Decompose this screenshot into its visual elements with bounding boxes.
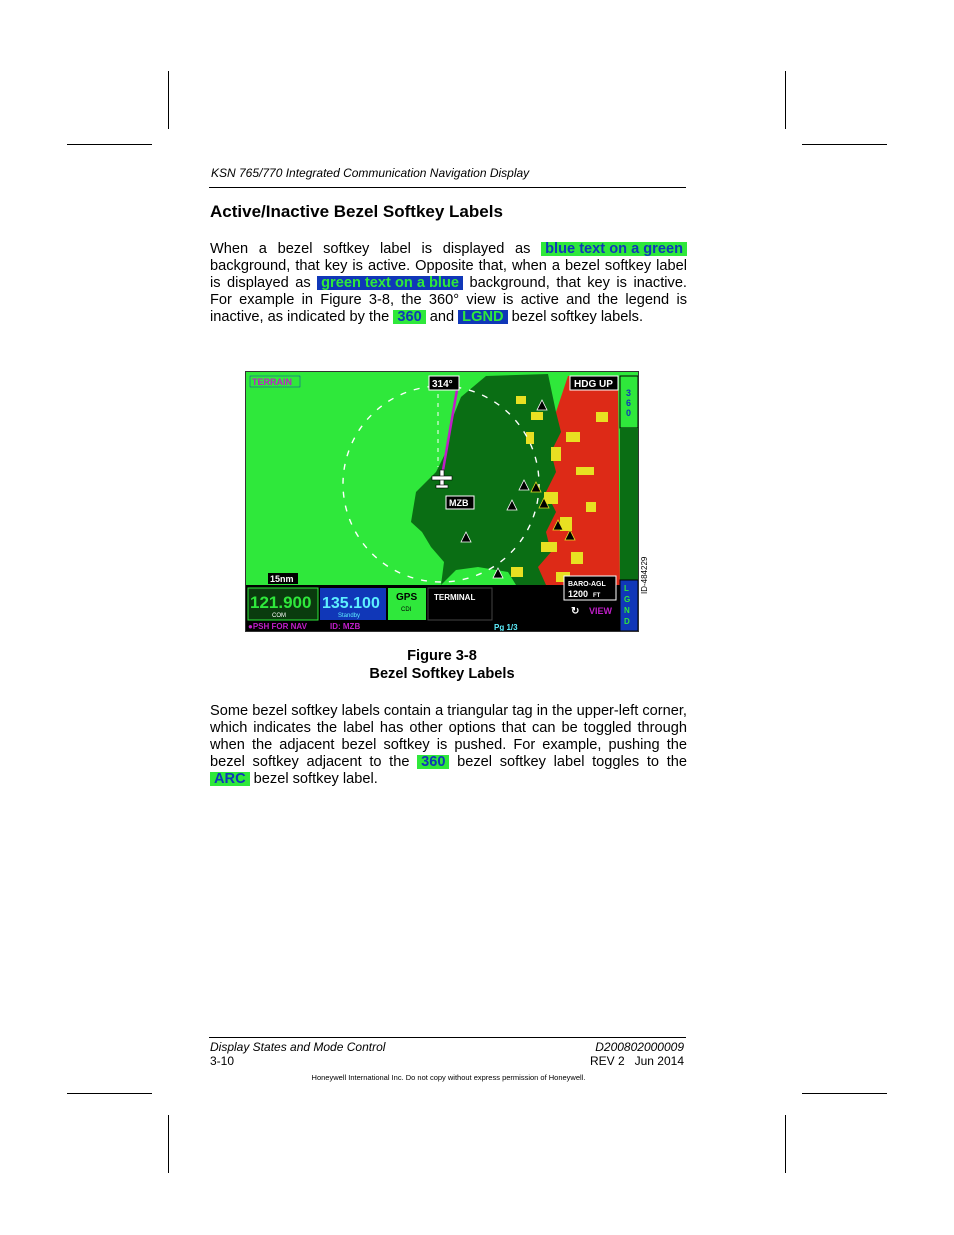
text: When a bezel softkey label is displayed as [210,241,542,257]
softkey-lgnd-char: N [624,606,630,615]
softkey-lgnd-char: G [624,595,631,604]
figure-display [245,371,639,632]
copyright-notice: Honeywell International Inc. Do not copy without express permission of Honeywell. [311,1073,586,1082]
view-rotate-icon: ↻ [571,606,580,617]
footer-right [560,1040,684,1068]
standby-frequency: 135.100 [322,595,380,612]
text: background, that key is active. Opposite that, when a bezel softkey label is displayed as [210,258,687,291]
softkey-360-char: 6 [626,398,632,408]
range-label: 15nm [270,574,294,584]
footer-rule [209,1037,686,1038]
softkey-lgnd-char: L [624,584,629,593]
footer-section: Display States and Mode Control [210,1040,386,1054]
softkey-blank [620,428,638,580]
com-label: COM [272,613,286,619]
softkey-360-char: 3 [626,388,632,398]
display-screen [246,372,639,632]
heading-value: 314° [432,379,453,390]
active-sample-label: blue text on a green [541,242,687,256]
text: background, that key is inactive. For example in Figure 3-8, the 360° view is active and the legend is inactive, as indicated by the [210,275,687,325]
softkey-lgnd-char: D [624,617,630,626]
figure-id: ID-484229 [640,556,649,594]
crop-mark [802,1093,887,1094]
text: bezel softkey label toggles to the [449,754,687,770]
nav-id: ID: MZB [330,622,361,631]
page-number: 3-10 [210,1054,235,1068]
text: Some bezel softkey labels contain a triangular tag in the upper-left corner, which indicates the label has other options that can be toggled through when the adjacent bezel softkey is pushed. For example, pushing the bezel softkey adjacent to the [210,703,687,770]
baro-label: BARO-AGL [568,581,606,588]
crop-mark [168,1115,169,1173]
baro-value: 1200 [568,589,589,599]
crop-mark [67,1093,152,1094]
doc-number: D200802000009 [595,1040,684,1054]
toggle-paragraph [210,703,687,788]
text: bezel softkey label. [249,771,378,787]
view-label: VIEW [589,606,613,616]
softkey-360-char: 0 [626,408,632,418]
footer-left [210,1040,385,1068]
key-lgnd-label: LGND [458,310,507,324]
cdi-label: CDI [401,607,412,613]
crop-mark [802,144,887,145]
terrain-label: TERRAIN [252,377,292,387]
page-indicator: Pg 1/3 [494,623,518,632]
text: and [425,309,459,325]
crop-mark [785,1115,786,1173]
figure-title: Bezel Softkey Labels [369,666,515,682]
crop-mark [168,71,169,129]
key-360-label: 360 [417,755,449,769]
inactive-sample-label: green text on a blue [317,276,463,290]
revision: REV 2 Jun 2014 [589,1054,684,1068]
text: bezel softkey labels. [507,309,644,325]
crop-mark [67,144,152,145]
gps-label: GPS [396,592,418,603]
psh-for-nav: ●PSH FOR NAV [248,622,307,631]
figure-number: Figure 3-8 [407,648,477,664]
baro-unit: FT [593,593,601,599]
key-arc-label: ARC [210,772,250,786]
standby-label: Standby [338,613,361,619]
key-360-label: 360 [393,310,425,324]
intro-paragraph [210,241,687,326]
running-header: KSN 765/770 Integrated Communication Navigation Display [211,166,530,180]
section-title: Active/Inactive Bezel Softkey Labels [210,202,503,221]
waypoint-label: MZB [449,498,469,508]
header-rule [209,187,686,188]
terminal-label: TERMINAL [434,593,476,602]
crop-mark [785,71,786,129]
com-frequency: 121.900 [250,593,312,612]
hdg-up-label: HDG UP [574,379,613,390]
